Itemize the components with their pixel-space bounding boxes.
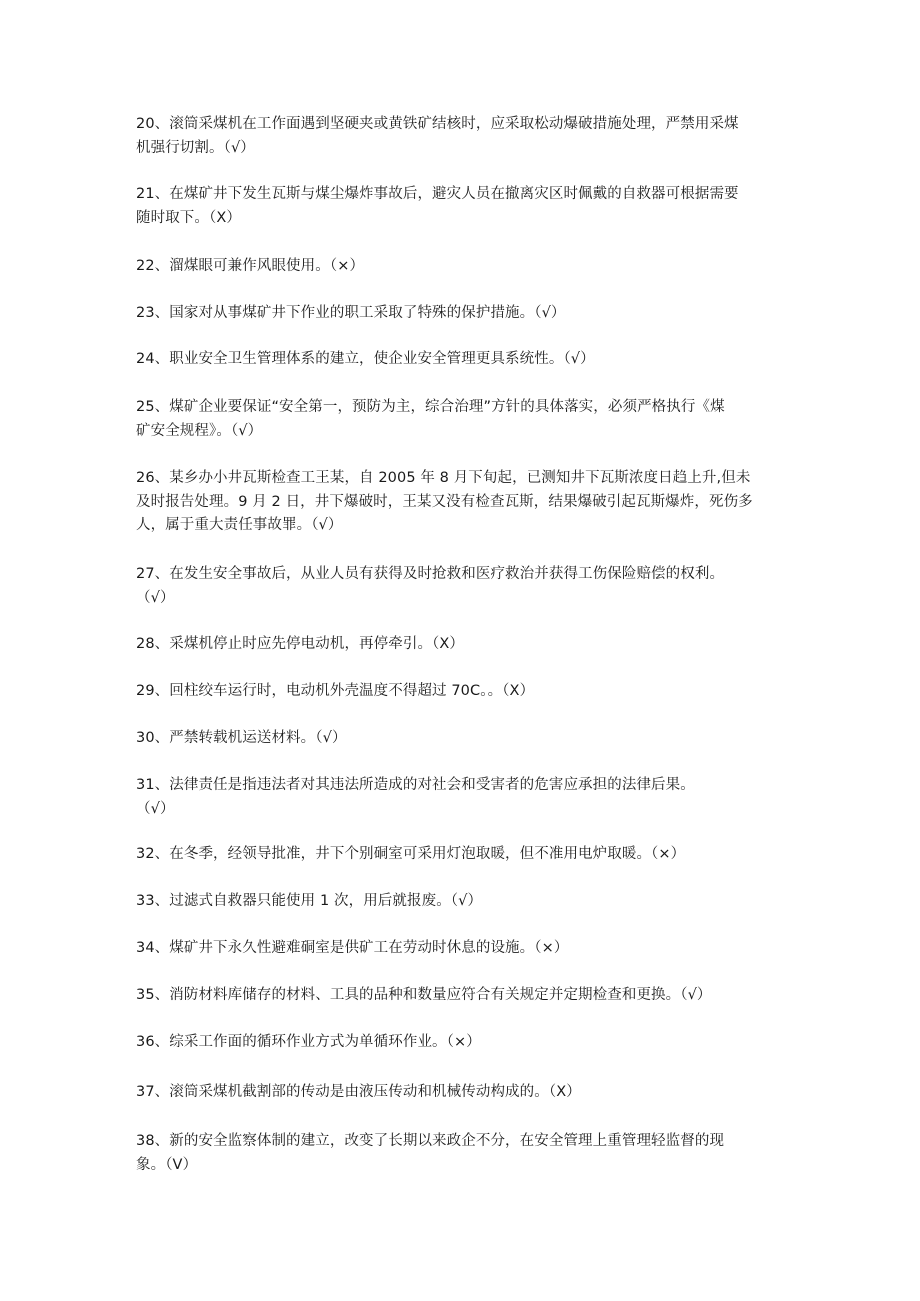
question-line: 34、煤矿井下永久性避难硐室是供矿工在劳动时休息的设施。（×） bbox=[136, 940, 569, 956]
question-32 bbox=[136, 843, 792, 867]
question-line: （√） bbox=[136, 589, 175, 606]
question-28 bbox=[136, 633, 792, 657]
question-26 bbox=[136, 467, 792, 538]
question-38 bbox=[136, 1130, 792, 1177]
question-line: 矿安全规程》。（√） bbox=[136, 422, 263, 439]
question-line: 37、滚筒采煤机截割部的传动是由液压传动和机械传动构成的。（X） bbox=[136, 1084, 581, 1100]
question-33 bbox=[136, 890, 792, 914]
question-line: 人，属于重大责任事故罪。（√） bbox=[136, 517, 343, 533]
question-37 bbox=[136, 1081, 792, 1105]
question-line: 20、滚筒采煤机在工作面遇到坚硬夹或黄铁矿结核时，应采取松动爆破措施处理，严禁用采煤 bbox=[136, 116, 739, 132]
question-25 bbox=[136, 396, 792, 443]
question-23 bbox=[136, 302, 792, 326]
question-line: 随时取下。（X） bbox=[136, 209, 241, 226]
question-30 bbox=[136, 727, 792, 751]
question-36 bbox=[136, 1031, 792, 1055]
question-line: 32、在冬季，经领导批准，井下个别硐室可采用灯泡取暖，但不准用电炉取暖。（×） bbox=[136, 846, 686, 862]
question-line: （√） bbox=[136, 800, 175, 817]
question-line: 机强行切割。（√） bbox=[136, 139, 255, 156]
question-line: 22、溜煤眼可兼作风眼使用。（×） bbox=[136, 258, 365, 274]
question-line: 27、在发生安全事故后，从业人员有获得及时抢救和医疗救治并获得工伤保险赔偿的权利。 bbox=[136, 566, 725, 582]
question-20 bbox=[136, 113, 792, 160]
question-line: 23、国家对从事煤矿井下作业的职工采取了特殊的保护措施。（√） bbox=[136, 305, 566, 321]
question-line: 29、回柱绞车运行时，电动机外壳温度不得超过 70C。。（X） bbox=[136, 683, 535, 699]
question-34 bbox=[136, 937, 792, 961]
question-line: 31、法律责任是指违法者对其违法所造成的对社会和受害者的危害应承担的法律后果。 bbox=[136, 777, 695, 793]
question-line: 25、煤矿企业要保证“安全第一，预防为主，综合治理”方针的具体落实，必须严格执行《煤 bbox=[136, 399, 725, 415]
question-line: 35、消防材料库储存的材料、工具的品种和数量应符合有关规定并定期检查和更换。（√） bbox=[136, 987, 712, 1003]
question-22 bbox=[136, 255, 792, 279]
question-24 bbox=[136, 348, 792, 372]
question-line: 及时报告处理。9 月 2 日，井下爆破时，王某又没有检查瓦斯，结果爆破引起瓦斯爆炸，死伤多 bbox=[136, 493, 753, 510]
question-29 bbox=[136, 680, 792, 704]
question-35 bbox=[136, 984, 792, 1008]
question-line: 24、职业安全卫生管理体系的建立，使企业安全管理更具系统性。（√） bbox=[136, 351, 595, 367]
question-line: 26、某乡办小井瓦斯检查工王某，自 2005 年 8 月下旬起，已测知井下瓦斯浓度日趋上升,但未 bbox=[136, 470, 751, 486]
question-line: 33、过滤式自救器只能使用 1 次，用后就报废。（√） bbox=[136, 893, 483, 909]
question-line: 30、严禁转载机运送材料。（√） bbox=[136, 730, 347, 746]
question-line: 象。（V） bbox=[136, 1156, 198, 1173]
question-line: 21、在煤矿井下发生瓦斯与煤尘爆炸事故后，避灾人员在撤离灾区时佩戴的自救器可根据需要 bbox=[136, 186, 739, 202]
question-line: 36、综采工作面的循环作业方式为单循环作业。（×） bbox=[136, 1034, 481, 1050]
question-21 bbox=[136, 183, 792, 230]
question-line: 38、新的安全监察体制的建立，改变了长期以来政企不分，在安全管理上重管理轻监督的现 bbox=[136, 1133, 725, 1149]
question-27 bbox=[136, 563, 792, 610]
question-31 bbox=[136, 774, 792, 821]
question-line: 28、采煤机停止时应先停电动机，再停牵引。（X） bbox=[136, 636, 465, 652]
